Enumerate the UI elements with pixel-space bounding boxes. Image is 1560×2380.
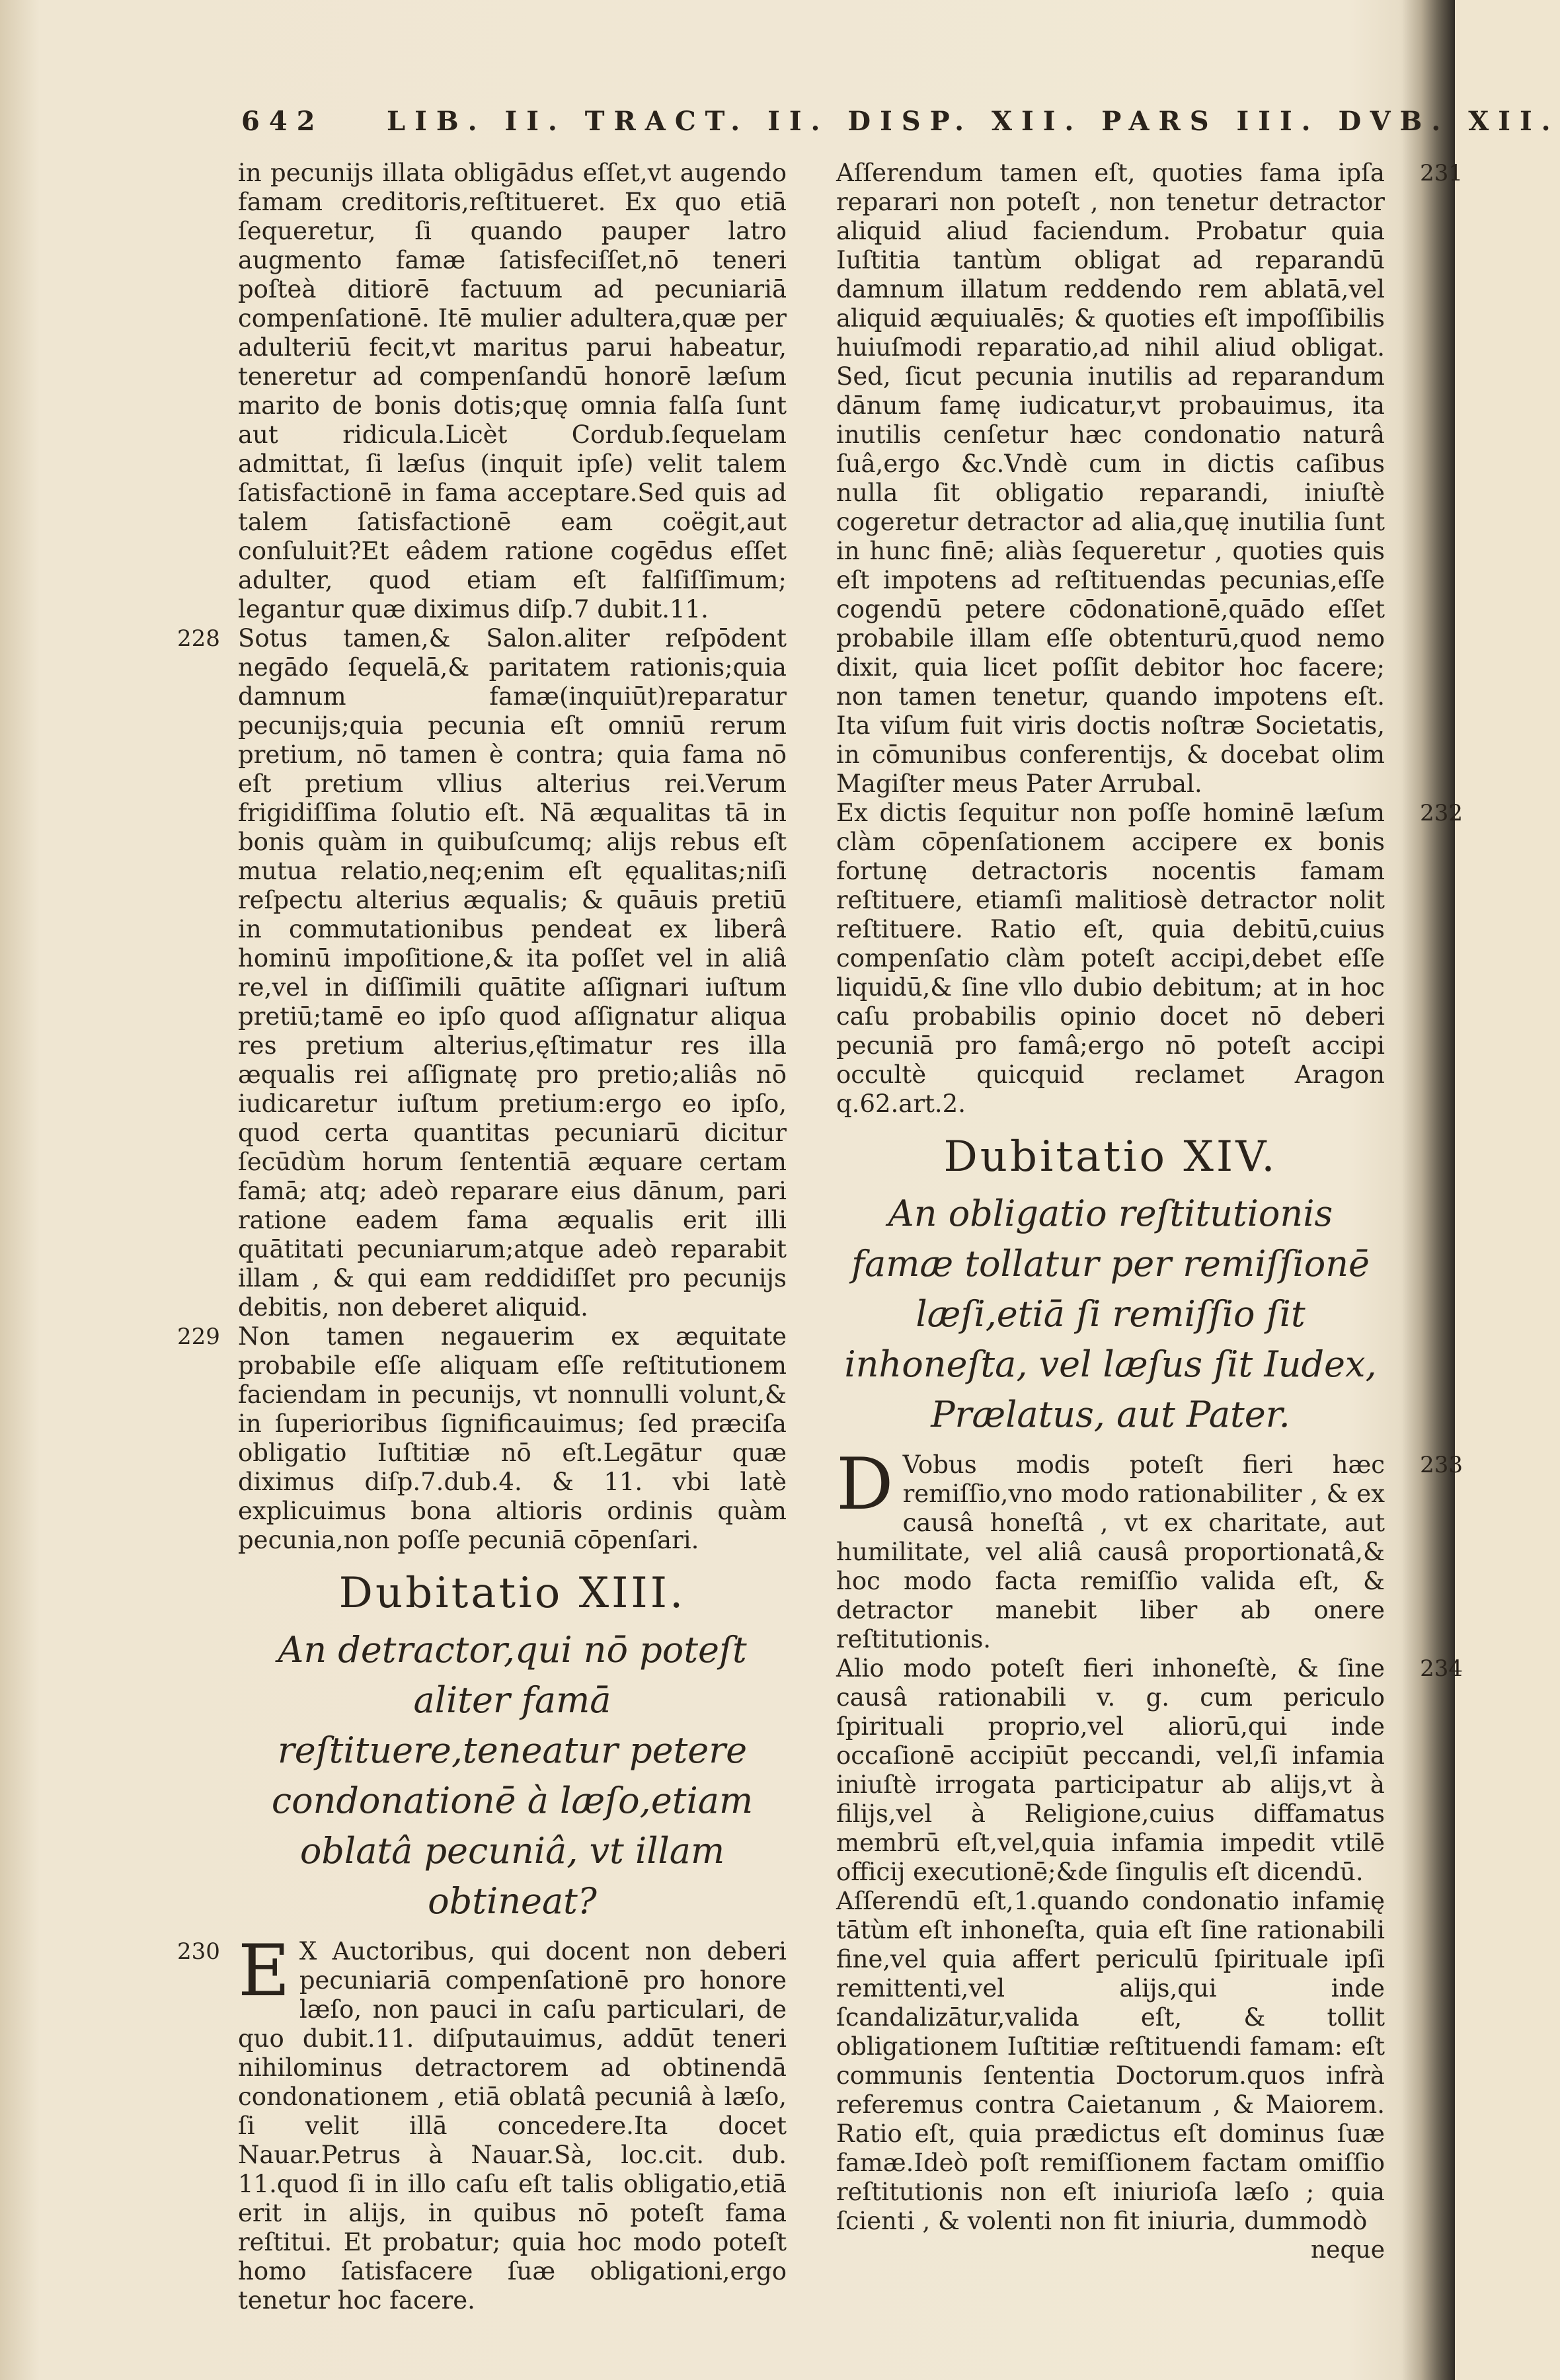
paragraph-text: Sotus tamen,& Salon.aliter reſpōdent negādo ſequelā,& paritatem rationis;quia damnum famæ(inquiūt)reparatur pecunijs;quia pecunia eſt omniū rerum pretium, nō tamen è contra; quia fama nō eſt pretium vllius alterius rei.Verum frigidiſſima ſolutio eſt. Nā æqualitas tā in bonis quàm in quibuſcumq; alijs rebus eſt mutua relatio,neq;enim eſt ęqualitas;niſi reſpectu alterius æqualis; & quāuis pretiū in commutationibus pendeat ex liberâ hominū impoſitione,& ita poſſet vel in aliâ re,vel in diſſimili quātite aſſignari iuſtum pretiū;tamē eo ipſo quod aſſignatur aliqua res pretium alterius,ęſtimatur res illa æqualis rei aſſignatę pro pretio;aliâs nō iudicaretur iuſtum pretium:ergo eo ipſo, quod certa quantitas pecuniarū dicitur ſecūdùm horum ſententiā æquare certam famā; atq; adeò reparare eius dānum, pari ratione eadem fama æqualis erit illi quātitati pecuniarum;atque adeò reparabit illam , & qui eam reddidiſſet pro pecunijs debitis, non deberet aliquid. (238, 624, 787, 1322)
paragraph-234-continued (836, 1887, 1385, 2236)
dubitatio-14-question: An obligatio reſtitutionis famæ tollatur per remiſſionē læſi,etiā ſi remiſſio ſit inhoneſta, vel læſus ſit Iudex, Prælatus, aut Pater. (844, 1193, 1377, 1435)
paragraph-number: 228 (177, 625, 220, 652)
paragraph-228 (177, 624, 787, 1322)
paragraph-number: 229 (177, 1324, 220, 1350)
dubitatio-13-question: An detractor,qui nō poteſt aliter famā reſtituere,teneatur petere condonationē à læſo,etiam oblatâ pecuniâ, vt illam obtineat? (271, 1629, 754, 1922)
catchword-line (836, 2236, 1385, 2265)
paragraph-number: 233 (1420, 1452, 1463, 1478)
dubitatio-14-title: Dubitatio XIV. (943, 1132, 1278, 1181)
dubitatio-13-title: Dubitatio XIII. (338, 1569, 686, 1618)
paragraph-234 (836, 1654, 1463, 1887)
paragraph-text: Non tamen negauerim ex æquitate probabile eſſe aliquam eſſe reſtitutionem faciendam in pecunijs, vt nonnulli volunt,& in ſuperioribus ſignificauimus; ſed præciſa obligatio Iuſtitiæ nō eſt.Legātur quæ diximus diſp.7.dub.4. & 11. vbi latè explicuimus bona altioris ordinis quàm pecunia,non poſſe pecuniā cōpenſari. (238, 1322, 787, 1554)
paragraph-text: Vobus modis poteſt fieri hæc remiſſio,vno modo rationabiliter , & ex causâ honeſtâ , vt ex charitate, aut humilitate, vel aliâ causâ proportionatâ,& hoc modo facta remiſſio valida eſt, & detractor manebit liber ab onere reſtitutionis. (836, 1450, 1385, 1653)
paragraph-text: in pecunijs illata obligādus eſſet,vt augendo famam creditoris,reſtitueret. Ex quo etiā ſequeretur, ſi quando pauper latro augmento famæ ſatisfeciſſet,nō teneri poſteà ditiorē factuum ad pecuniariā compenſationē. Itē mulier adultera,quæ per adulteriū fecit,vt maritus parui habeatur, teneretur ad compenſandū honorē læſum marito de bonis dotis;quę omnia falſa ſunt aut ridicula.Licèt Cordub.ſequelam admittat, ſi læſus (inquit ipſe) velit talem ſatisfactionē in fama acceptare.Sed quis ad talem ſatisfactionē eam coëgit,aut conſuluit?Et eâdem ratione cogēdus eſſet adulter, quod etiam eſt falſiſſimum; legantur quæ diximus diſp.7 dubit.11. (238, 159, 787, 623)
paragraph-number: 230 (177, 1938, 220, 1965)
paragraph-229 (177, 1322, 787, 1555)
paragraph-text: X Auctoribus, qui docent non deberi pecuniariā compenſationē pro honore læſo, non pauci in caſu particulari, de quo dubit.11. diſputauimus, addūt teneri nihilominus detractorem ad obtinendā condonationem , etiā oblatâ pecuniâ à læſo, ſi velit illā concedere.Ita docet Nauar.Petrus à Nauar.Sà, loc.cit. dub. 11.quod ſi in illo caſu eſt talis obligatio,etiā erit in alijs, in quibus nō poteſt fama reſtitui. Et probatur; quia hoc modo poteſt homo ſatisfacere ſuæ obligationi,ergo tenetur hoc facere. (238, 1937, 787, 2315)
paragraph-text: Ex dictis ſequitur non poſſe hominē læſum clàm cōpenſationem accipere ex bonis fortunę detractoris nocentis famam reſtituere, etiamſi malitiosè detractor nolit reſtituere. Ratio eſt, quia debitū,cuius compenſatio clàm poteſt accipi,debet eſſe liquidū,& ſine vllo dubio debitum; at in hoc caſu probabilis opinio docet nō deberi pecuniā pro famâ;ergo nō poteſt accipi occultè quicquid reclamet Aragon q.62.art.2. (836, 799, 1385, 1118)
left-column (177, 159, 787, 2315)
running-title: LIB. II. TRACT. II. DISP. XII. PARS III. DVB. XII. (387, 106, 1560, 137)
paragraph-number: 232 (1420, 800, 1463, 826)
right-column (836, 159, 1463, 2265)
paragraph-233 (836, 1443, 1463, 1654)
paragraph-number: 231 (1420, 160, 1463, 186)
paragraph-text: Alio modo poteſt fieri inhoneſtè, & ſine causâ rationabili v. g. cum periculo ſpirituali proprio,vel aliorū,qui inde occaſionē accipiūt peccandi, vel,ſi infamia iniuſtè irrogata participatur ab alijs,vt à filijs,vel à Religione,cuius diffamatus membrū eſt,vel,quia infamia impedit vtilē officij executionē;&de ſingulis eſt dicendū. (836, 1654, 1385, 1886)
catchword: neque (1310, 2237, 1385, 2264)
paragraph-intro (238, 159, 787, 624)
paragraph-text: Aſſerendum tamen eſt, quoties fama ipſa reparari non poteſt , non tenetur detractor aliquid aliud faciendum. Probatur quia Iuſtitia tantùm obligat ad reparandū damnum illatum reddendo rem ablatā,vel aliquid æquiualēs; & quoties eſt impoſſibilis huiuſmodi reparatio,ad nihil aliud obligat. Sed, ſicut pecunia inutilis ad reparandum dānum famę iudicatur,vt probauimus, ita inutilis cenſetur hæc condonatio naturâ ſuâ,ergo &c.Vndè cum in dictis caſibus nulla ſit obligatio reparandi, iniuſtè cogeretur detractor ad alia,quę inutilia ſunt in hunc finē; aliàs ſequeretur , quoties quis eſt impotens ad reſtituendas pecunias,eſſe cogendū petere cōdonationē,quādo eſſet probabile illam eſſe obtenturū,quod nemo dixit, quia licet poſſit debitor hoc facere; non tamen tenetur, quando impotens eſt. Ita viſum fuit viris doctis noſtræ Societatis, in cōmunibus conferentijs, & docebat olim Magiſter meus Pater Arrubal. (836, 159, 1385, 798)
paragraph-231 (836, 159, 1463, 799)
paragraph-number: 234 (1420, 1655, 1463, 1682)
paragraph-text: Aſſerendū eſt,1.quando condonatio infamię tātùm eſt inhoneſta, quia eſt ſine rationabili fine,vel quia affert periculū ſpirituale ipſi remittenti,vel alijs,qui inde ſcandalizātur,valida eſt, & tollit obligationem Iuſtitiæ reſtituendi famam: eſt communis ſententia Doctorum.quos infrà referemus contra Caietanum , & Maiorem. Ratio eſt, quia prædictus eſt dominus ſuæ famæ.Ideò poſt remiſſionem factam omiſſio reſtitutionis non eſt iniurioſa læſo ; quia ſcienti , & volenti non fit iniuria, dummodò (836, 1887, 1385, 2235)
paragraph-230 (177, 1930, 787, 2315)
page-header (241, 106, 1560, 159)
page-number: 642 (241, 106, 325, 137)
drop-cap: D (836, 1443, 894, 1526)
drop-cap: E (238, 1930, 290, 2012)
paragraph-232 (836, 799, 1463, 1119)
